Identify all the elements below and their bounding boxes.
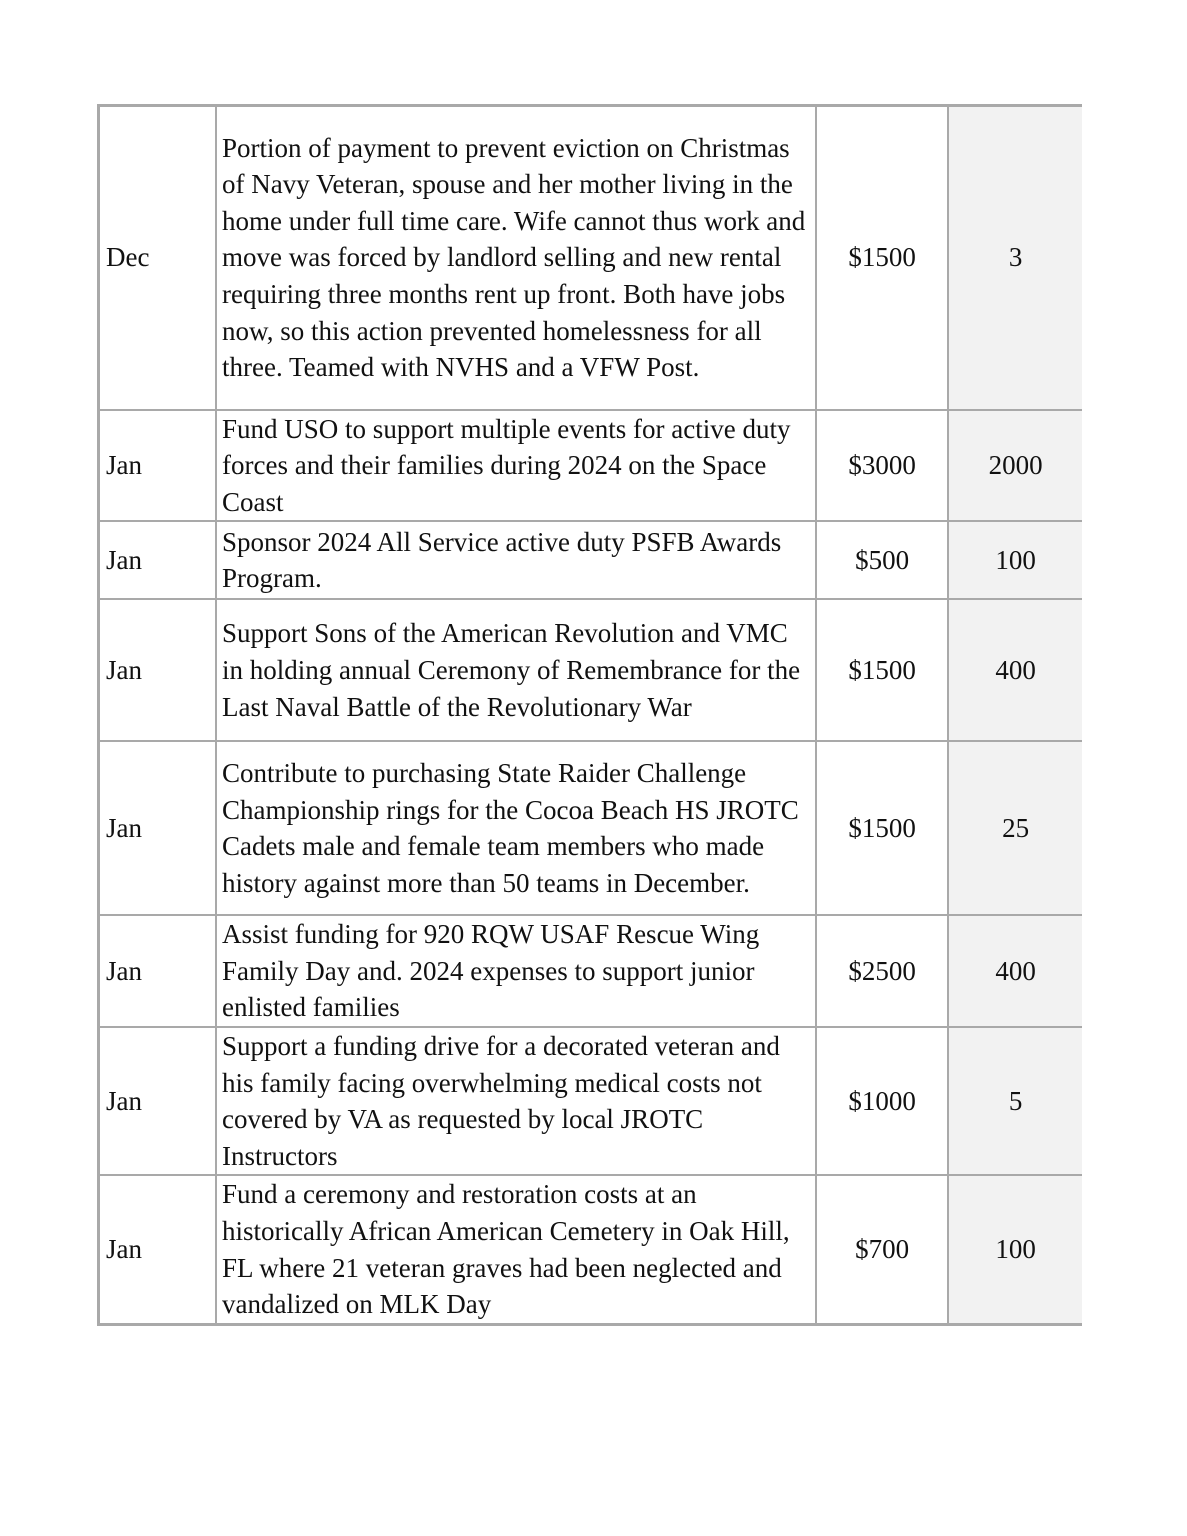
table-row (99, 915, 1083, 1027)
table-row (99, 599, 1083, 741)
month-cell: Jan (99, 741, 217, 915)
amount-cell: $3000 (816, 410, 949, 522)
count-cell: 5 (948, 1027, 1082, 1175)
description-cell: Support a funding drive for a decorated veteran and his family facing overwhelming medical costs not covered by VA as requested by local JROTC Instructors (216, 1027, 816, 1175)
month-cell: Jan (99, 915, 217, 1027)
amount-cell: $1500 (816, 599, 949, 741)
table-row (99, 1027, 1083, 1175)
amount-cell: $1500 (816, 106, 949, 410)
count-cell: 400 (948, 915, 1082, 1027)
count-cell: 100 (948, 1175, 1082, 1324)
table-row (99, 741, 1083, 915)
description-cell: Assist funding for 920 RQW USAF Rescue Wing Family Day and. 2024 expenses to support junior enlisted families (216, 915, 816, 1027)
table-row (99, 410, 1083, 522)
description-cell: Contribute to purchasing State Raider Challenge Championship rings for the Cocoa Beach HS JROTC Cadets male and female team members who made history against more than 50 teams in December. (216, 741, 816, 915)
description-cell: Fund USO to support multiple events for active duty forces and their families during 2024 on the Space Coast (216, 410, 816, 522)
amount-cell: $700 (816, 1175, 949, 1324)
month-cell: Dec (99, 106, 217, 410)
amount-cell: $1000 (816, 1027, 949, 1175)
month-cell: Jan (99, 599, 217, 741)
table-row (99, 521, 1083, 599)
month-cell: Jan (99, 1175, 217, 1324)
amount-cell: $500 (816, 521, 949, 599)
description-cell: Fund a ceremony and restoration costs at an historically African American Cemetery in Oak Hill, FL where 21 veteran graves had been neglected and vandalized on MLK Day (216, 1175, 816, 1324)
description-cell: Portion of payment to prevent eviction on Christmas of Navy Veteran, spouse and her mother living in the home under full time care. Wife cannot thus work and move was forced by landlord selling and new rental requiring three months rent up front. Both have jobs now, so this action prevented homelessness for all three. Teamed with NVHS and a VFW Post. (216, 106, 816, 410)
month-cell: Jan (99, 1027, 217, 1175)
count-cell: 25 (948, 741, 1082, 915)
amount-cell: $2500 (816, 915, 949, 1027)
count-cell: 100 (948, 521, 1082, 599)
amount-cell: $1500 (816, 741, 949, 915)
count-cell: 400 (948, 599, 1082, 741)
count-cell: 3 (948, 106, 1082, 410)
description-cell: Support Sons of the American Revolution and VMC in holding annual Ceremony of Remembrance for the Last Naval Battle of the Revolutionary War (216, 599, 816, 741)
table-row (99, 1175, 1083, 1324)
table-row (99, 106, 1083, 410)
donations-table (97, 104, 1082, 1326)
description-cell: Sponsor 2024 All Service active duty PSFB Awards Program. (216, 521, 816, 599)
month-cell: Jan (99, 410, 217, 522)
month-cell: Jan (99, 521, 217, 599)
count-cell: 2000 (948, 410, 1082, 522)
